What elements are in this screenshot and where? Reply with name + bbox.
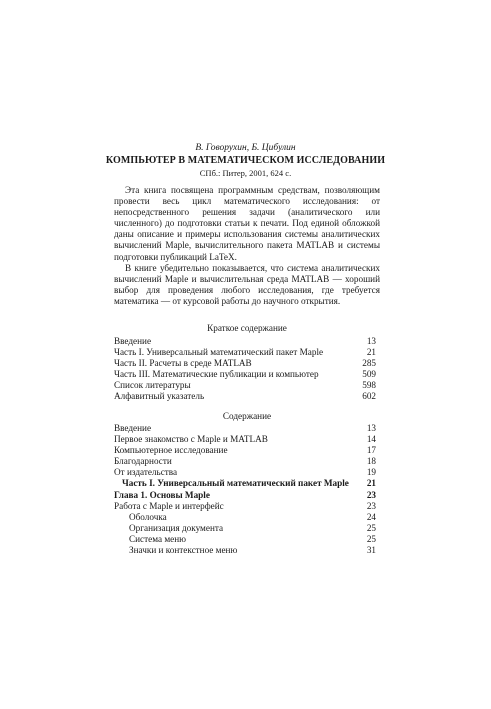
toc-entry-title: Часть I. Универсальный математический пакет Maple <box>114 347 324 358</box>
toc-entry-title: Первое знакомство с Maple и MATLAB <box>114 434 268 445</box>
toc-entry-page: 21 <box>366 478 376 489</box>
toc-entry <box>114 501 376 512</box>
toc-entry <box>114 456 376 467</box>
toc-entry <box>114 467 376 478</box>
toc-entry <box>114 534 376 545</box>
full-toc <box>114 423 376 556</box>
toc-entry <box>114 490 376 501</box>
toc-entry <box>114 512 376 523</box>
toc-entry <box>114 391 376 402</box>
book-abstract <box>114 185 380 307</box>
toc-entry-title: Значки и контекстное меню <box>129 545 238 556</box>
toc-entry-page: 14 <box>366 434 376 445</box>
toc-entry-page: 598 <box>362 380 376 391</box>
short-toc-heading: Краткое содержание <box>207 323 287 333</box>
toc-entry-title: Благодарности <box>114 456 172 467</box>
toc-entry <box>114 423 376 434</box>
toc-entry-title: Часть III. Математические публикации и компьютер <box>114 369 319 380</box>
toc-entry-page: 25 <box>366 522 376 533</box>
toc-entry-page: 21 <box>366 347 376 358</box>
toc-entry-title: От издательства <box>114 467 178 478</box>
full-toc-heading: Содержание <box>222 411 272 421</box>
book-authors: В. Говорухин, Б. Цибулин <box>195 143 296 153</box>
toc-entry-page: 19 <box>366 467 376 478</box>
toc-entry-title: Введение <box>114 423 152 433</box>
toc-entry-title: Глава 1. Основы Maple <box>114 489 210 500</box>
toc-entry-page: 23 <box>366 500 376 511</box>
toc-entry-title: Введение <box>114 336 152 346</box>
toc-entry-title: Список литературы <box>114 380 191 391</box>
toc-entry-page: 13 <box>366 423 376 433</box>
toc-entry-page: 25 <box>366 533 376 544</box>
toc-entry <box>114 545 376 556</box>
toc-entry-page: 18 <box>366 456 376 467</box>
publication-info: СПб.: Питер, 2001, 624 с. <box>199 168 292 178</box>
toc-entry-title: Организация документа <box>129 522 224 533</box>
toc-entry-title: Система меню <box>129 533 187 544</box>
toc-entry <box>114 369 376 380</box>
abstract-paragraph: В книге убедительно показывается, что система аналитических вычислений Maple и вычислительная среда MATLAB — хороший выбор для проведения любого исследования, где требуется математика — от курсовой работы до научного открытия. <box>114 262 380 306</box>
toc-entry-title: Компьютерное исследование <box>114 445 228 456</box>
toc-entry <box>114 434 376 445</box>
toc-entry <box>114 347 376 358</box>
toc-entry-title: Алфавитный указатель <box>114 391 205 402</box>
toc-entry-page: 285 <box>362 358 376 369</box>
abstract-paragraph: Эта книга посвящена программным средствам, позволяющим провести весь цикл математического исследования: от непосредственного решения задачи (аналитического или численного) до подготовки статьи к печати. Под единой обложкой даны описание и примеры использования системы аналитических вычислений Maple, вычислительного пакета MATLAB и системы подготовки публикаций LaTeX. <box>114 185 380 262</box>
toc-entry-page: 509 <box>362 369 376 380</box>
toc-entry-page: 13 <box>366 336 376 346</box>
toc-entry <box>114 523 376 534</box>
toc-entry-title: Часть I. Универсальный математический пакет Maple <box>122 478 349 489</box>
toc-entry <box>114 336 376 347</box>
toc-entry <box>114 380 376 391</box>
toc-entry-title: Оболочка <box>129 511 167 522</box>
short-toc <box>114 336 376 403</box>
toc-entry <box>114 358 376 369</box>
toc-entry-page: 602 <box>362 391 376 402</box>
toc-entry-title: Работа с Maple и интерфейс <box>114 500 224 511</box>
toc-entry-page: 24 <box>366 511 376 522</box>
toc-entry <box>114 445 376 456</box>
toc-entry-title: Часть II. Расчеты в среде MATLAB <box>114 358 252 369</box>
toc-entry-page: 31 <box>366 545 376 556</box>
toc-entry-page: 23 <box>366 489 376 500</box>
toc-entry-page: 17 <box>366 445 376 456</box>
book-title: КОМПЬЮТЕР В МАТЕМАТИЧЕСКОМ ИССЛЕДОВАНИИ <box>105 155 386 166</box>
toc-entry <box>114 478 376 489</box>
